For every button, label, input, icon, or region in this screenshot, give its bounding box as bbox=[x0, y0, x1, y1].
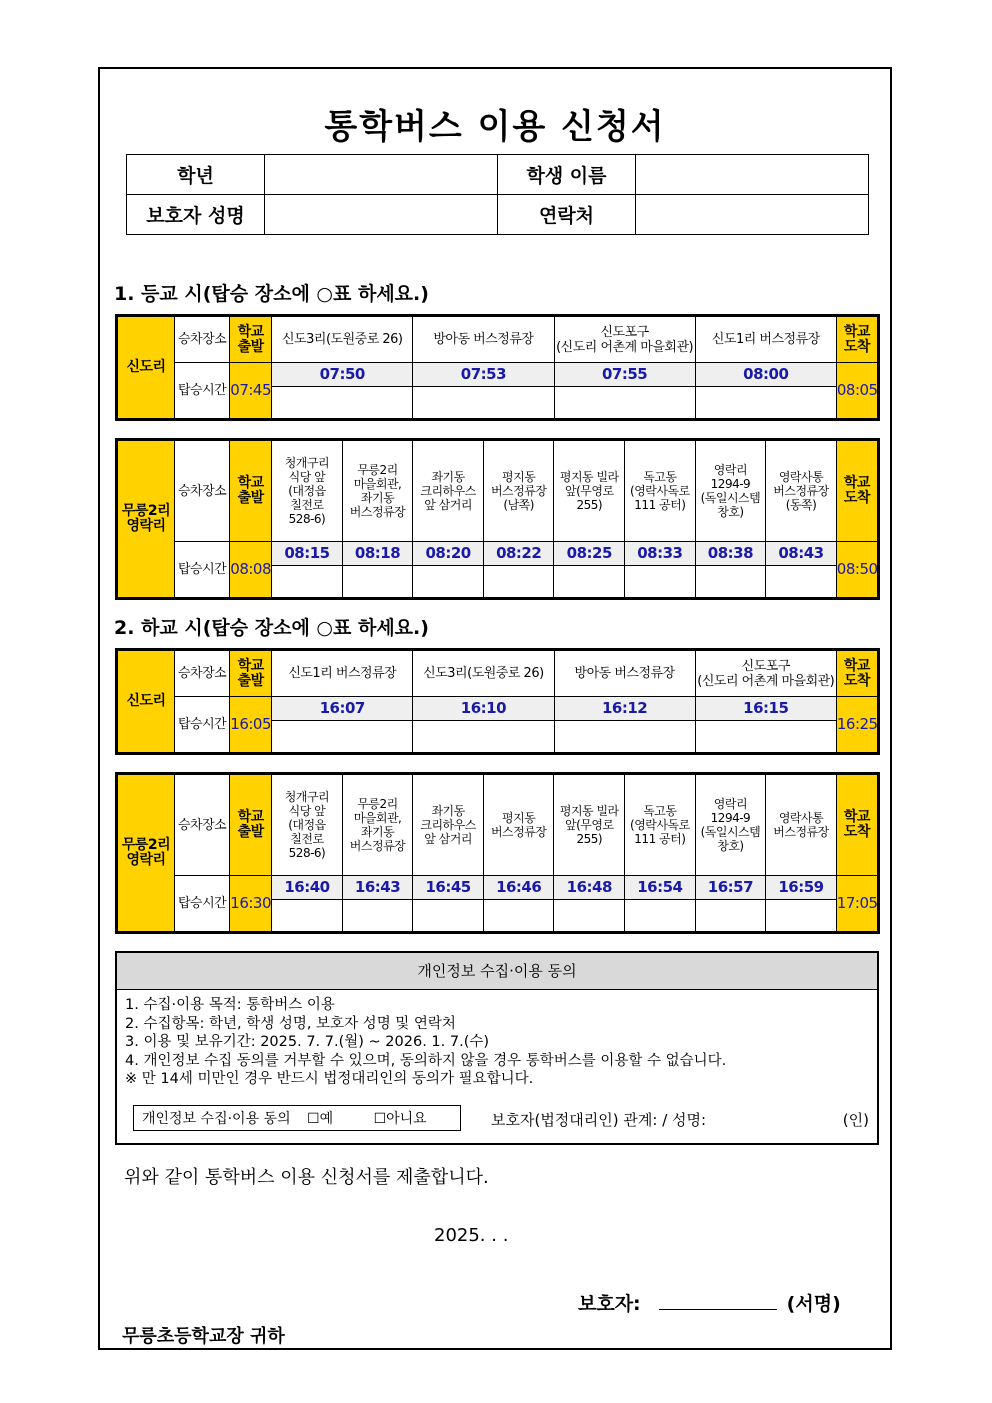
route-region: 무릉2리 영락리 bbox=[118, 441, 175, 598]
consent-line: 1. 수집·이용 목적: 통학버스 이용 bbox=[125, 997, 335, 1013]
school-arrive-label: 학교 도착 bbox=[836, 651, 877, 697]
stop-place: 신도포구 (신도리 어촌계 마을회관) bbox=[695, 651, 836, 697]
signature-line[interactable] bbox=[659, 1293, 777, 1310]
school-arrive-label: 학교 도착 bbox=[836, 775, 877, 876]
stop-place: 청개구리 식당 앞 (대정읍 칠전로 528-6) bbox=[272, 441, 343, 542]
stop-mark-cell[interactable] bbox=[413, 900, 484, 932]
guardian-sign-label: 보호자: bbox=[578, 1293, 641, 1315]
school-arrive-time: 16:25 bbox=[836, 697, 877, 753]
stop-mark-cell[interactable] bbox=[766, 566, 837, 598]
stop-place: 신도1리 버스정류장 bbox=[695, 317, 836, 363]
consent-agree-box bbox=[133, 1105, 461, 1131]
stop-mark-cell[interactable] bbox=[272, 387, 413, 419]
route-region: 신도리 bbox=[118, 317, 175, 419]
consent-line: 2. 수집항목: 학년, 학생 성명, 보호자 성명 및 연락처 bbox=[125, 1015, 456, 1032]
consent-header: 개인정보 수집·이용 동의 bbox=[117, 953, 877, 990]
stop-mark-cell[interactable] bbox=[342, 900, 413, 932]
stop-mark-cell[interactable] bbox=[483, 900, 554, 932]
afternoon-sindo-table bbox=[115, 648, 880, 755]
stop-time: 16:10 bbox=[413, 697, 554, 721]
consent-line: ※ 만 14세 미만인 경우 반드시 법정대리인의 동의가 필요합니다. bbox=[125, 1071, 534, 1087]
stop-place: 신도1리 버스정류장 bbox=[272, 651, 413, 697]
consent-line: 3. 이용 및 보유기간: 2025. 7. 7.(월) ~ 2026. 1. 7.(수) bbox=[125, 1034, 490, 1050]
stop-time: 16:15 bbox=[695, 697, 836, 721]
stop-mark-cell[interactable] bbox=[766, 900, 837, 932]
boarding-time-label: 탑승시간 bbox=[175, 363, 230, 419]
stop-place: 평지동 빌라 앞(무영로 255) bbox=[554, 775, 625, 876]
school-arrive-label: 학교 도착 bbox=[836, 317, 877, 363]
page-title: 통학버스 이용 신청서 bbox=[324, 107, 666, 147]
stop-mark-cell[interactable] bbox=[413, 566, 484, 598]
consent-agree-label: 개인정보 수집·이용 동의 bbox=[142, 1111, 291, 1127]
stop-place: 평지동 버스정류장 (남쪽) bbox=[483, 441, 554, 542]
stop-time: 16:59 bbox=[766, 876, 837, 900]
school-depart-label: 학교 출발 bbox=[230, 775, 272, 876]
school-depart-time: 07:45 bbox=[230, 363, 272, 419]
stop-place: 영락사통 버스정류장 bbox=[766, 775, 837, 876]
morning-sindo-table bbox=[115, 314, 880, 421]
consent-yes-checkbox[interactable]: ☐예 bbox=[307, 1111, 334, 1127]
stop-mark-cell[interactable] bbox=[695, 566, 766, 598]
stop-time: 08:38 bbox=[695, 542, 766, 566]
stop-mark-cell[interactable] bbox=[413, 387, 554, 419]
stop-place: 무릉2리 마을회관, 좌기동 버스정류장 bbox=[342, 775, 413, 876]
route-region: 신도리 bbox=[118, 651, 175, 753]
place-label: 승차장소 bbox=[175, 317, 230, 363]
guardian-relation-text: 보호자(법정대리인) 관계: / 성명: bbox=[491, 1111, 707, 1129]
school-arrive-label: 학교 도착 bbox=[836, 441, 877, 542]
school-depart-time: 16:30 bbox=[230, 876, 272, 932]
grade-label: 학년 bbox=[127, 155, 265, 195]
school-depart-label: 학교 출발 bbox=[230, 441, 272, 542]
place-label: 승차장소 bbox=[175, 441, 230, 542]
submit-statement: 위와 같이 통학버스 이용 신청서를 제출합니다. bbox=[124, 1167, 489, 1188]
place-label: 승차장소 bbox=[175, 775, 230, 876]
stop-mark-cell[interactable] bbox=[272, 721, 413, 753]
stop-place: 청개구리 식당 앞 (대정읍 칠전로 528-6) bbox=[272, 775, 343, 876]
stop-time: 16:57 bbox=[695, 876, 766, 900]
stop-place: 신도3리(도원중로 26) bbox=[413, 651, 554, 697]
school-arrive-time: 17:05 bbox=[836, 876, 877, 932]
stop-place: 독고동 (영락사독로 111 공터) bbox=[625, 775, 696, 876]
stop-place: 좌기동 크리하우스 앞 삼거리 bbox=[413, 441, 484, 542]
sign-mark: (서명) bbox=[786, 1293, 841, 1315]
boarding-time-label: 탑승시간 bbox=[175, 542, 230, 598]
student-name-label: 학생 이름 bbox=[498, 155, 636, 195]
stop-time: 16:12 bbox=[554, 697, 695, 721]
stop-mark-cell[interactable] bbox=[695, 900, 766, 932]
place-label: 승차장소 bbox=[175, 651, 230, 697]
stop-place: 방아동 버스정류장 bbox=[413, 317, 554, 363]
stop-time: 07:53 bbox=[413, 363, 554, 387]
stop-place: 독고동 (영락사독로 111 공터) bbox=[625, 441, 696, 542]
school-depart-time: 16:05 bbox=[230, 697, 272, 753]
stop-place: 영락사통 버스정류장 (동쪽) bbox=[766, 441, 837, 542]
stop-place: 영락리 1294-9 (독일시스템 창호) bbox=[695, 441, 766, 542]
stop-time: 16:07 bbox=[272, 697, 413, 721]
stop-place: 평지동 빌라 앞(무영로 255) bbox=[554, 441, 625, 542]
stop-place: 좌기동 크리하우스 앞 삼거리 bbox=[413, 775, 484, 876]
stop-place: 무릉2리 마을회관, 좌기동 버스정류장 bbox=[342, 441, 413, 542]
contact-label: 연락처 bbox=[498, 195, 636, 235]
stop-mark-cell[interactable] bbox=[554, 900, 625, 932]
grade-field[interactable] bbox=[265, 155, 498, 195]
boarding-time-label: 탑승시간 bbox=[175, 697, 230, 753]
application-form bbox=[98, 67, 892, 1350]
stop-mark-cell[interactable] bbox=[625, 900, 696, 932]
recipient: 무릉초등학교장 귀하 bbox=[122, 1326, 285, 1347]
morning-section-title: 1. 등교 시(탑승 장소에 ○표 하세요.) bbox=[114, 283, 429, 305]
stop-mark-cell[interactable] bbox=[554, 721, 695, 753]
stop-mark-cell[interactable] bbox=[413, 721, 554, 753]
stop-place: 평지동 버스정류장 bbox=[483, 775, 554, 876]
stop-mark-cell[interactable] bbox=[272, 566, 343, 598]
stop-time: 16:45 bbox=[413, 876, 484, 900]
stop-time: 16:40 bbox=[272, 876, 343, 900]
guardian-name-field[interactable] bbox=[265, 195, 498, 235]
stop-time: 08:25 bbox=[554, 542, 625, 566]
stop-time: 07:50 bbox=[272, 363, 413, 387]
guardian-signature bbox=[578, 1289, 841, 1316]
stop-time: 16:43 bbox=[342, 876, 413, 900]
stop-place: 신도3리(도원중로 26) bbox=[272, 317, 413, 363]
stop-place: 영락리 1294-9 (독일시스템 창호) bbox=[695, 775, 766, 876]
stop-place: 방아동 버스정류장 bbox=[554, 651, 695, 697]
guardian-name-label: 보호자 성명 bbox=[127, 195, 265, 235]
school-depart-time: 08:08 bbox=[230, 542, 272, 598]
stop-mark-cell[interactable] bbox=[554, 566, 625, 598]
consent-no-checkbox[interactable]: ☐아니요 bbox=[373, 1111, 427, 1127]
afternoon-section-title: 2. 하교 시(탑승 장소에 ○표 하세요.) bbox=[114, 617, 429, 639]
stop-time: 08:00 bbox=[695, 363, 836, 387]
school-depart-label: 학교 출발 bbox=[230, 651, 272, 697]
school-depart-label: 학교 출발 bbox=[230, 317, 272, 363]
consent-box bbox=[115, 951, 879, 1145]
morning-mureung-table bbox=[115, 438, 880, 600]
stop-time: 08:18 bbox=[342, 542, 413, 566]
stop-time: 08:22 bbox=[483, 542, 554, 566]
stop-time: 16:48 bbox=[554, 876, 625, 900]
stop-time: 08:43 bbox=[766, 542, 837, 566]
stop-mark-cell[interactable] bbox=[272, 900, 343, 932]
school-arrive-time: 08:05 bbox=[836, 363, 877, 419]
afternoon-mureung-table bbox=[115, 772, 880, 934]
stop-mark-cell[interactable] bbox=[695, 387, 836, 419]
stop-mark-cell[interactable] bbox=[342, 566, 413, 598]
consent-lines bbox=[117, 990, 877, 1089]
route-region: 무릉2리 영락리 bbox=[118, 775, 175, 932]
stop-mark-cell[interactable] bbox=[695, 721, 836, 753]
stop-mark-cell[interactable] bbox=[483, 566, 554, 598]
applicant-info-table bbox=[126, 154, 869, 235]
contact-field[interactable] bbox=[636, 195, 869, 235]
student-name-field[interactable] bbox=[636, 155, 869, 195]
stop-place: 신도포구 (신도리 어촌계 마을회관) bbox=[554, 317, 695, 363]
stop-time: 08:20 bbox=[413, 542, 484, 566]
boarding-time-label: 탑승시간 bbox=[175, 876, 230, 932]
stop-mark-cell[interactable] bbox=[625, 566, 696, 598]
stop-time: 08:33 bbox=[625, 542, 696, 566]
stop-time: 16:46 bbox=[483, 876, 554, 900]
school-arrive-time: 08:50 bbox=[836, 542, 877, 598]
seal-mark: (인) bbox=[842, 1111, 869, 1129]
consent-line: 4. 개인정보 수집 동의를 거부할 수 있으며, 동의하지 않을 경우 통학버스를 이용할 수 없습니다. bbox=[125, 1052, 727, 1069]
stop-time: 16:54 bbox=[625, 876, 696, 900]
stop-mark-cell[interactable] bbox=[554, 387, 695, 419]
stop-time: 08:15 bbox=[272, 542, 343, 566]
stop-time: 07:55 bbox=[554, 363, 695, 387]
submit-date: 2025. . . bbox=[434, 1225, 509, 1246]
